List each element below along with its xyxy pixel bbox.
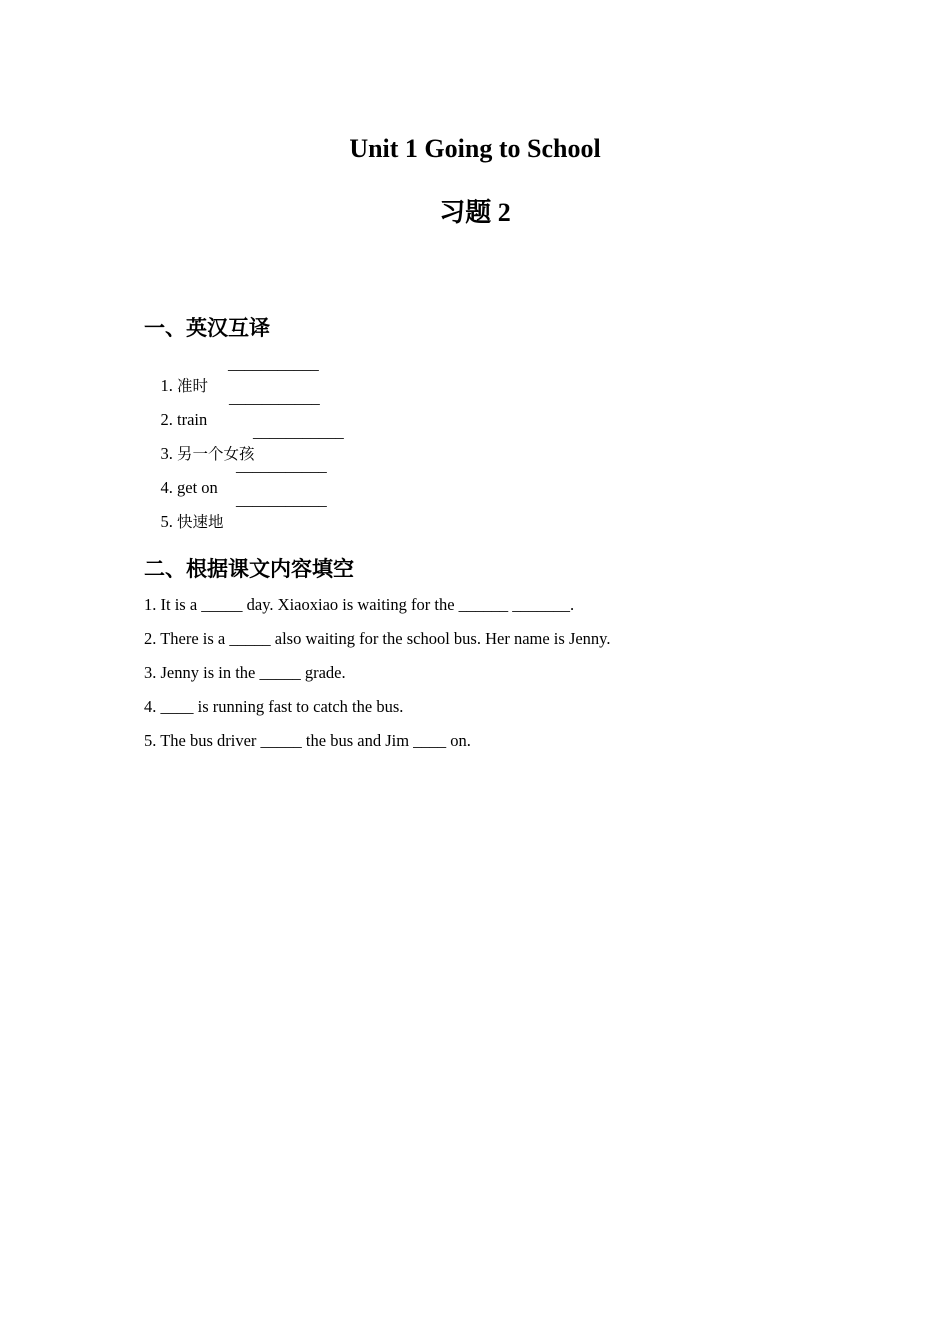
answer-blank: ___________ bbox=[229, 388, 320, 407]
translation-item-5 bbox=[144, 489, 224, 555]
section1-heading: 一、英汉互译 bbox=[144, 316, 270, 340]
fill-in-item-4: 4. ____ is running fast to catch the bus. bbox=[144, 697, 404, 716]
item-number: 1. bbox=[160, 376, 173, 395]
page-title: Unit 1 Going to School bbox=[349, 134, 601, 163]
item-term: get on bbox=[177, 478, 218, 497]
answer-blank: ___________ bbox=[236, 490, 327, 509]
item-term: 另一个女孩 bbox=[177, 445, 255, 463]
item-number: 5. bbox=[160, 512, 173, 531]
item-term: 快速地 bbox=[177, 513, 224, 531]
fill-in-item-5: 5. The bus driver _____ the bus and Jim ____ on. bbox=[144, 731, 471, 750]
fill-in-item-1: 1. It is a _____ day. Xiaoxiao is waiting for the ______ _______. bbox=[144, 595, 575, 614]
item-number: 3. bbox=[160, 444, 173, 463]
item-term: 准时 bbox=[177, 377, 209, 395]
item-number: 4. bbox=[160, 478, 173, 497]
answer-blank: ___________ bbox=[236, 456, 327, 475]
fill-in-item-2: 2. There is a _____ also waiting for the school bus. Her name is Jenny. bbox=[144, 629, 611, 648]
answer-blank: ___________ bbox=[253, 422, 344, 441]
item-term: train bbox=[177, 410, 208, 429]
page-subtitle: 习题 2 bbox=[439, 198, 511, 227]
answer-blank: ___________ bbox=[228, 354, 319, 373]
section2-heading: 二、根据课文内容填空 bbox=[144, 557, 354, 581]
fill-in-item-3: 3. Jenny is in the _____ grade. bbox=[144, 663, 346, 682]
item-number: 2. bbox=[160, 410, 173, 429]
